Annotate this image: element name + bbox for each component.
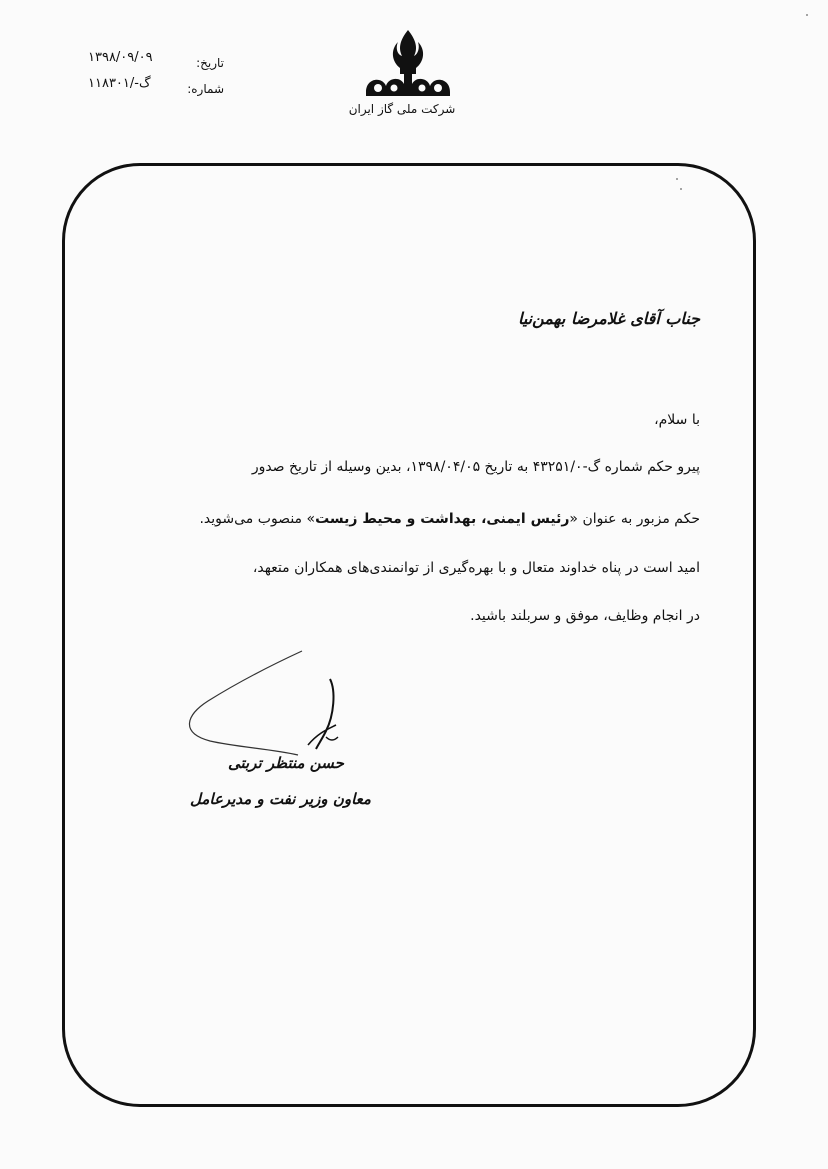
date-label: تاریخ: — [196, 56, 224, 70]
scan-speck — [806, 14, 808, 16]
company-name: شرکت ملی گاز ایران — [348, 102, 456, 116]
addressee: جناب آقای غلامرضا بهمن‌نیا — [517, 309, 700, 328]
page-border-frame — [62, 163, 756, 1107]
scan-speck — [676, 178, 678, 180]
body-line-2 — [199, 511, 700, 527]
scan-speck — [680, 188, 682, 190]
body-line-2-after: » منصوب می‌شوید. — [199, 511, 316, 527]
number-row — [82, 76, 232, 102]
signer-name: حسن منتظر تربتی — [228, 754, 344, 772]
date-row — [82, 50, 232, 76]
letter-meta — [82, 50, 232, 102]
number-label: شماره: — [187, 82, 224, 96]
greeting: با سلام، — [654, 412, 700, 428]
signer-title: معاون وزیر نفت و مدیرعامل — [190, 790, 371, 808]
date-value: ۱۳۹۸/۰۹/۰۹ — [88, 50, 153, 65]
body-line-4: در انجام وظایف، موفق و سربلند باشید. — [470, 608, 700, 624]
body-line-3: امید است در پناه خداوند متعال و با بهره‌گیری از توانمندی‌های همکاران متعهد، — [252, 560, 700, 576]
number-value: گ-/۱۱۸۳۰۱ — [88, 76, 151, 91]
body-line-2-before: حکم مزبور به عنوان « — [569, 511, 700, 527]
handwritten-signature — [180, 645, 350, 760]
position-title: رئیس ایمنی، بهداشت و محیط زیست — [315, 511, 570, 527]
body-line-1: پیرو حکم شماره گ-۴۳۲۵۱/۰ به تاریخ ۱۳۹۸/۰۴/۰۵، بدین وسیله از تاریخ صدور — [251, 459, 700, 475]
